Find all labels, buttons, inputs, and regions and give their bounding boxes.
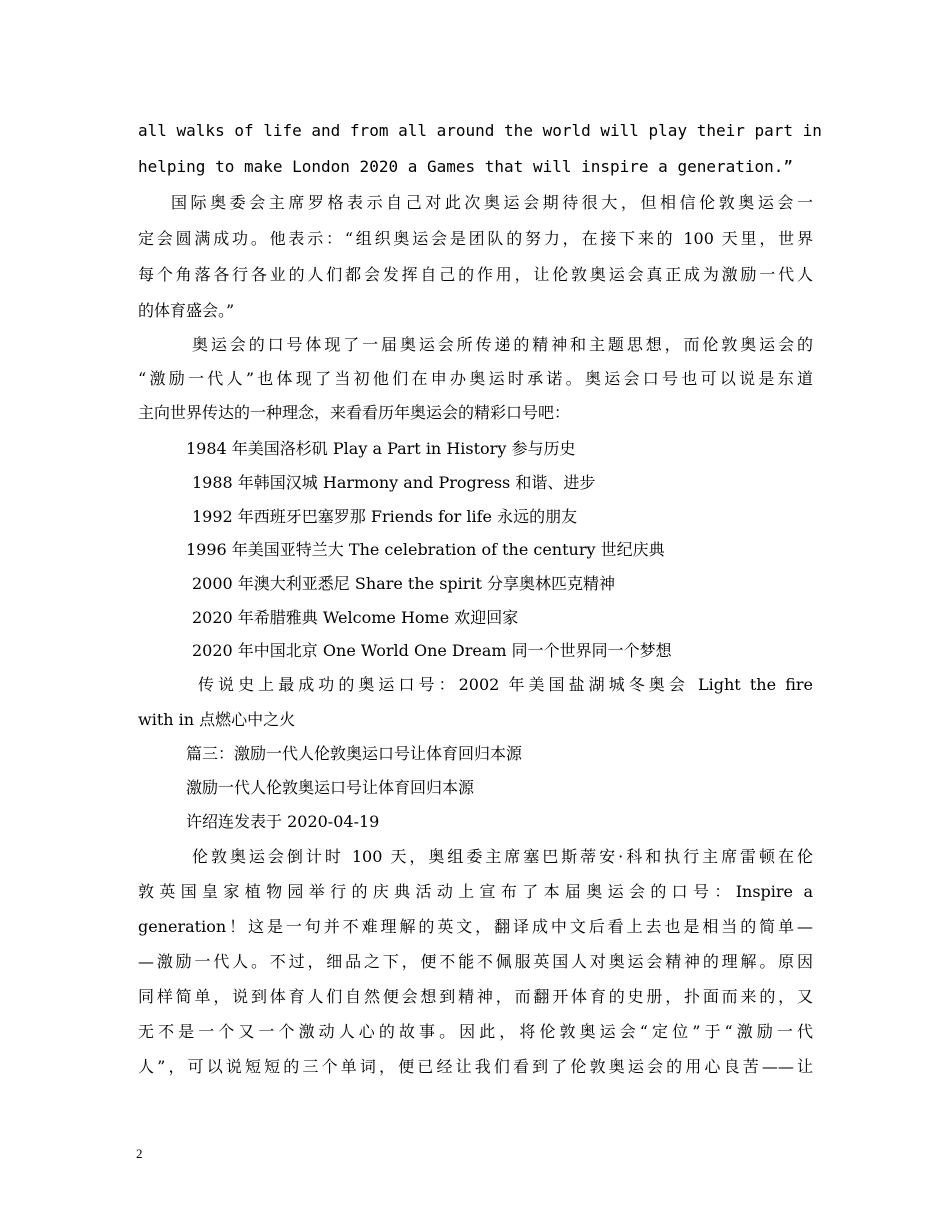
text-line-25: —激励一代人。不过，细品之下，便不能不佩服英国人对奥运会精神的理解。原因 <box>138 952 813 971</box>
byline: 许绍连发表于 2020-04-19 <box>186 812 380 831</box>
section-heading: 篇三：激励一代人伦敦奥运口号让体育回归本源 <box>186 744 523 763</box>
text-line-28: 人”，可以说短短的三个单词，便已经让我们看到了伦敦奥运会的用心良苦——让 <box>138 1057 813 1076</box>
text-line-3: 国际奥委会主席罗格表示自己对此次奥运会期待很大，但相信伦敦奥运会一 <box>171 193 813 212</box>
text-line-23: 敦英国皇家植物园举行的庆典活动上宣布了本届奥运会的口号：Inspire a <box>138 882 813 901</box>
text-line-7: 奥运会的口号体现了一届奥运会所传递的精神和主题思想，而伦敦奥运会的 <box>192 335 813 354</box>
text-line-27: 无不是一个又一个激动人心的故事。因此，将伦敦奥运会“定位”于“激励一代 <box>138 1022 813 1041</box>
text-line-26: 同样简单，说到体育人们自然便会想到精神，而翻开体育的史册，扑面而来的，又 <box>138 987 813 1006</box>
page-number: 2 <box>136 1146 143 1161</box>
slogan-2000: 2000 年澳大利亚悉尼 Share the spirit 分享奥林匹克精神 <box>192 574 616 593</box>
slogan-1992: 1992 年西班牙巴塞罗那 Friends for life 永远的朋友 <box>192 507 578 526</box>
text-line-9: 主向世界传达的一种理念，来看看历年奥运会的精彩口号吧： <box>138 403 571 422</box>
text-line-24: generation！这是一句并不难理解的英文，翻译成中文后看上去也是相当的简单— <box>138 917 813 936</box>
text-line-1: all walks of life and from all around the world will play their part in <box>138 121 822 140</box>
text-line-17: 传说史上最成功的奥运口号：2002 年美国盐湖城冬奥会 Light the fire <box>198 675 813 694</box>
slogan-1996: 1996 年美国亚特兰大 The celebration of the century 世纪庆典 <box>186 540 665 559</box>
text-line-18: with in 点燃心中之火 <box>138 710 296 729</box>
text-line-4: 定会圆满成功。他表示：“组织奥运会是团队的努力，在接下来的 100 天里，世界 <box>138 229 813 248</box>
slogan-1984: 1984 年美国洛杉矶 Play a Part in History 参与历史 <box>186 439 576 458</box>
slogan-athens: 2020 年希腊雅典 Welcome Home 欢迎回家 <box>192 608 519 627</box>
text-line-8: “激励一代人”也体现了当初他们在申办奥运时承诺。奥运会口号也可以说是东道 <box>138 369 813 388</box>
slogan-1988: 1988 年韩国汉城 Harmony and Progress 和谐、进步 <box>192 473 596 492</box>
text-line-22: 伦敦奥运会倒计时 100 天，奥组委主席塞巴斯蒂安·科和执行主席雷顿在伦 <box>192 847 813 866</box>
text-line-2: helping to make London 2020 a Games that will inspire a generation.” <box>138 157 794 176</box>
article-title: 激励一代人伦敦奥运口号让体育回归本源 <box>186 778 475 797</box>
slogan-beijing: 2020 年中国北京 One World One Dream 同一个世界同一个梦想 <box>192 641 672 660</box>
text-line-5: 每个角落各行各业的人们都会发挥自己的作用，让伦敦奥运会真正成为激励一代人 <box>138 265 813 284</box>
text-line-6: 的体育盛会。” <box>138 301 235 320</box>
